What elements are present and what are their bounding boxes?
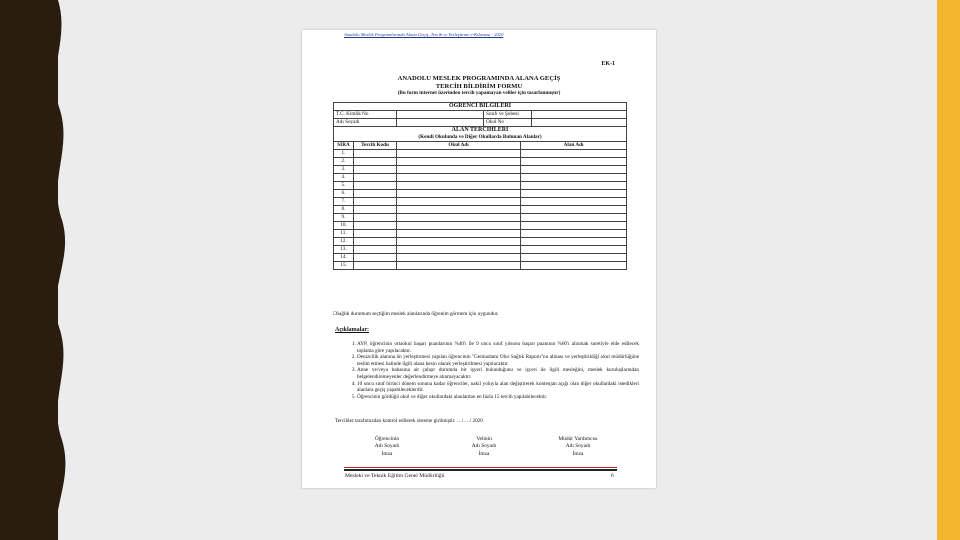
school-cell[interactable] bbox=[397, 246, 521, 254]
explanation-item: 5. Öğrencinin gördüğü okul ve diğer okullardaki alanlardan en fazla 15 tercih yapılabilecektir. bbox=[357, 394, 639, 401]
col-header-field: Alan Adı bbox=[521, 142, 627, 150]
explanations-title: Açıklamalar: bbox=[335, 327, 369, 333]
class-label: Sınıfı ve Şubesi bbox=[484, 111, 532, 119]
row-number: 11. bbox=[334, 230, 354, 238]
code-cell[interactable] bbox=[354, 206, 397, 214]
code-cell[interactable] bbox=[354, 150, 397, 158]
annex-label: EK-1 bbox=[601, 61, 615, 67]
col-header-code: Tercih Kodu bbox=[354, 142, 397, 150]
preference-row bbox=[334, 158, 627, 166]
code-cell[interactable] bbox=[354, 158, 397, 166]
preference-row bbox=[334, 150, 627, 158]
field-cell[interactable] bbox=[521, 214, 627, 222]
code-cell[interactable] bbox=[354, 254, 397, 262]
signature-name: Adı Soyadı bbox=[374, 443, 400, 450]
school-cell[interactable] bbox=[397, 230, 521, 238]
signature-sign: İmza bbox=[478, 450, 490, 457]
explanations-list bbox=[344, 341, 639, 400]
signature-name: Adı Soyadı bbox=[471, 443, 497, 450]
right-accent-band bbox=[937, 0, 960, 540]
tc-label: T.C. Kimlik No bbox=[334, 111, 397, 119]
code-cell[interactable] bbox=[354, 222, 397, 230]
field-cell[interactable] bbox=[521, 158, 627, 166]
preference-row bbox=[334, 206, 627, 214]
signature-name: Adı Soyadı bbox=[565, 443, 591, 450]
student-info-heading: ÖĞRENCİ BİLGİLERİ bbox=[334, 103, 627, 111]
explanation-item: 4. 10 uncu sınıf birinci dönem sonuna kadar öğrenciler, nakil yoluyla alan değiştirerek kontenjan açığı olan diğer okullardaki istedikleri alanlara geçiş yapabileceklerdir. bbox=[357, 381, 639, 394]
row-number: 6. bbox=[334, 190, 354, 198]
code-cell[interactable] bbox=[354, 246, 397, 254]
signature-student bbox=[347, 436, 427, 458]
row-number: 7. bbox=[334, 198, 354, 206]
preference-row bbox=[334, 198, 627, 206]
school-no-label: Okul No bbox=[484, 119, 532, 127]
row-number: 13. bbox=[334, 246, 354, 254]
name-label: Adı Soyadı bbox=[334, 119, 397, 127]
signature-sign: İmza bbox=[381, 450, 393, 457]
form-note: (Bu form internet üzerinden tercih yapamayan veliler için tasarlanmıştır) bbox=[397, 90, 561, 96]
code-cell[interactable] bbox=[354, 230, 397, 238]
field-cell[interactable] bbox=[521, 262, 627, 270]
school-cell[interactable] bbox=[397, 150, 521, 158]
preference-row bbox=[334, 190, 627, 198]
row-number: 12. bbox=[334, 238, 354, 246]
school-cell[interactable] bbox=[397, 254, 521, 262]
signature-sign: İmza bbox=[572, 450, 584, 457]
field-cell[interactable] bbox=[521, 222, 627, 230]
preference-row bbox=[334, 222, 627, 230]
field-cell[interactable] bbox=[521, 190, 627, 198]
school-cell[interactable] bbox=[397, 262, 521, 270]
preference-row bbox=[334, 174, 627, 182]
row-number: 14. bbox=[334, 254, 354, 262]
school-cell[interactable] bbox=[397, 238, 521, 246]
field-cell[interactable] bbox=[521, 246, 627, 254]
code-cell[interactable] bbox=[354, 174, 397, 182]
field-cell[interactable] bbox=[521, 230, 627, 238]
row-number: 10. bbox=[334, 222, 354, 230]
signature-vice-principal bbox=[538, 436, 618, 458]
code-cell[interactable] bbox=[354, 238, 397, 246]
preference-row bbox=[334, 238, 627, 246]
explanation-item: 1. AYP, öğrencinin ortaokul başarı puanlarının %40'ı ile 9 uncu sınıf yılsonu başarı puanının %60'ı alınmak suretiyle elde edilecek toplama göre yapılacaktır. bbox=[357, 341, 639, 354]
control-statement: Tercihler tarafımızdan kontrol edilerek sisteme girilmiştir. …/…./ 2020 bbox=[335, 418, 483, 424]
row-number: 5. bbox=[334, 182, 354, 190]
footer-dark-rule bbox=[344, 469, 617, 471]
explanation-item: 2. Denizcilik alanına ön yerleştirmesi yapılan öğrencinin "Gemiadamı Olur Sağlık Raporu"nu alması ve yerleştirildiği okul müdürlüğüne teslim etmesi halinde ilgili alana kesin olarak yerleştirilmesi yapılacaktır. bbox=[357, 354, 639, 367]
field-cell[interactable] bbox=[521, 198, 627, 206]
document-page bbox=[302, 30, 656, 488]
row-number: 9. bbox=[334, 214, 354, 222]
field-cell[interactable] bbox=[521, 166, 627, 174]
col-header-sira: SIRA bbox=[334, 142, 354, 150]
row-number: 8. bbox=[334, 206, 354, 214]
code-cell[interactable] bbox=[354, 214, 397, 222]
preferences-subheading: (Kendi Okulunda ve Diğer Okullarda Bulunan Alanlar) bbox=[334, 134, 627, 142]
code-cell[interactable] bbox=[354, 262, 397, 270]
row-number: 4. bbox=[334, 174, 354, 182]
preference-row bbox=[334, 230, 627, 238]
explanation-item: 3. Anne ve/veya babasına ait çalışır durumda bir işyeri bulunduğunu ve işyeri ile ilgili mesleğini, meslek kuruluşlarından belgelendiremeyenler değerlendirmeye alınmayacaktır. bbox=[357, 367, 639, 380]
row-number: 2. bbox=[334, 158, 354, 166]
row-number: 1. bbox=[334, 150, 354, 158]
field-cell[interactable] bbox=[521, 182, 627, 190]
school-cell[interactable] bbox=[397, 198, 521, 206]
row-number: 15. bbox=[334, 262, 354, 270]
school-cell[interactable] bbox=[397, 214, 521, 222]
code-cell[interactable] bbox=[354, 190, 397, 198]
code-cell[interactable] bbox=[354, 182, 397, 190]
field-cell[interactable] bbox=[521, 254, 627, 262]
code-cell[interactable] bbox=[354, 198, 397, 206]
form-subtitle: TERCİH BİLDİRİM FORMU bbox=[435, 83, 523, 90]
left-wave-edge bbox=[40, 0, 80, 540]
health-note: □Sağlık durumum seçtiğim meslek alanlarında öğrenim görmem için uygundur. bbox=[333, 311, 499, 317]
signature-role: Öğrencinin bbox=[374, 436, 400, 442]
footer-red-rule bbox=[344, 467, 617, 468]
school-cell[interactable] bbox=[397, 222, 521, 230]
row-number: 3. bbox=[334, 166, 354, 174]
code-cell[interactable] bbox=[354, 166, 397, 174]
preference-row bbox=[334, 262, 627, 270]
school-cell[interactable] bbox=[397, 158, 521, 166]
preference-row bbox=[334, 254, 627, 262]
col-header-school: Okul Adı bbox=[397, 142, 521, 150]
preference-row bbox=[334, 182, 627, 190]
field-cell[interactable] bbox=[521, 238, 627, 246]
preference-row bbox=[334, 246, 627, 254]
school-cell[interactable] bbox=[397, 206, 521, 214]
signature-role: Müdür Yardımcısı bbox=[558, 436, 598, 442]
footer-organization: Mesleki ve Teknik Eğitim Genel Müdürlüğü bbox=[345, 473, 445, 479]
class-field[interactable] bbox=[532, 111, 627, 119]
preference-row bbox=[334, 214, 627, 222]
signature-parent bbox=[444, 436, 524, 458]
school-no-field[interactable] bbox=[532, 119, 627, 127]
school-cell[interactable] bbox=[397, 166, 521, 174]
tc-field[interactable] bbox=[397, 111, 484, 119]
school-cell[interactable] bbox=[397, 190, 521, 198]
page-number: 6 bbox=[611, 473, 614, 479]
preference-row bbox=[334, 166, 627, 174]
school-cell[interactable] bbox=[397, 182, 521, 190]
form-title: ANADOLU MESLEK PROGRAMINDA ALANA GEÇİŞ bbox=[397, 75, 561, 82]
form-table bbox=[333, 102, 627, 270]
field-cell[interactable] bbox=[521, 174, 627, 182]
school-cell[interactable] bbox=[397, 174, 521, 182]
field-cell[interactable] bbox=[521, 150, 627, 158]
name-field[interactable] bbox=[397, 119, 484, 127]
field-cell[interactable] bbox=[521, 206, 627, 214]
preferences-heading: ALAN TERCİHLERİ bbox=[334, 127, 627, 135]
header-link[interactable]: Anadolu Meslek Programlarında Alana Geçiş, Tercih ve Yerleştirme e-Kılavuzu - 2020 bbox=[344, 32, 504, 37]
signature-role: Velinin bbox=[476, 436, 492, 442]
